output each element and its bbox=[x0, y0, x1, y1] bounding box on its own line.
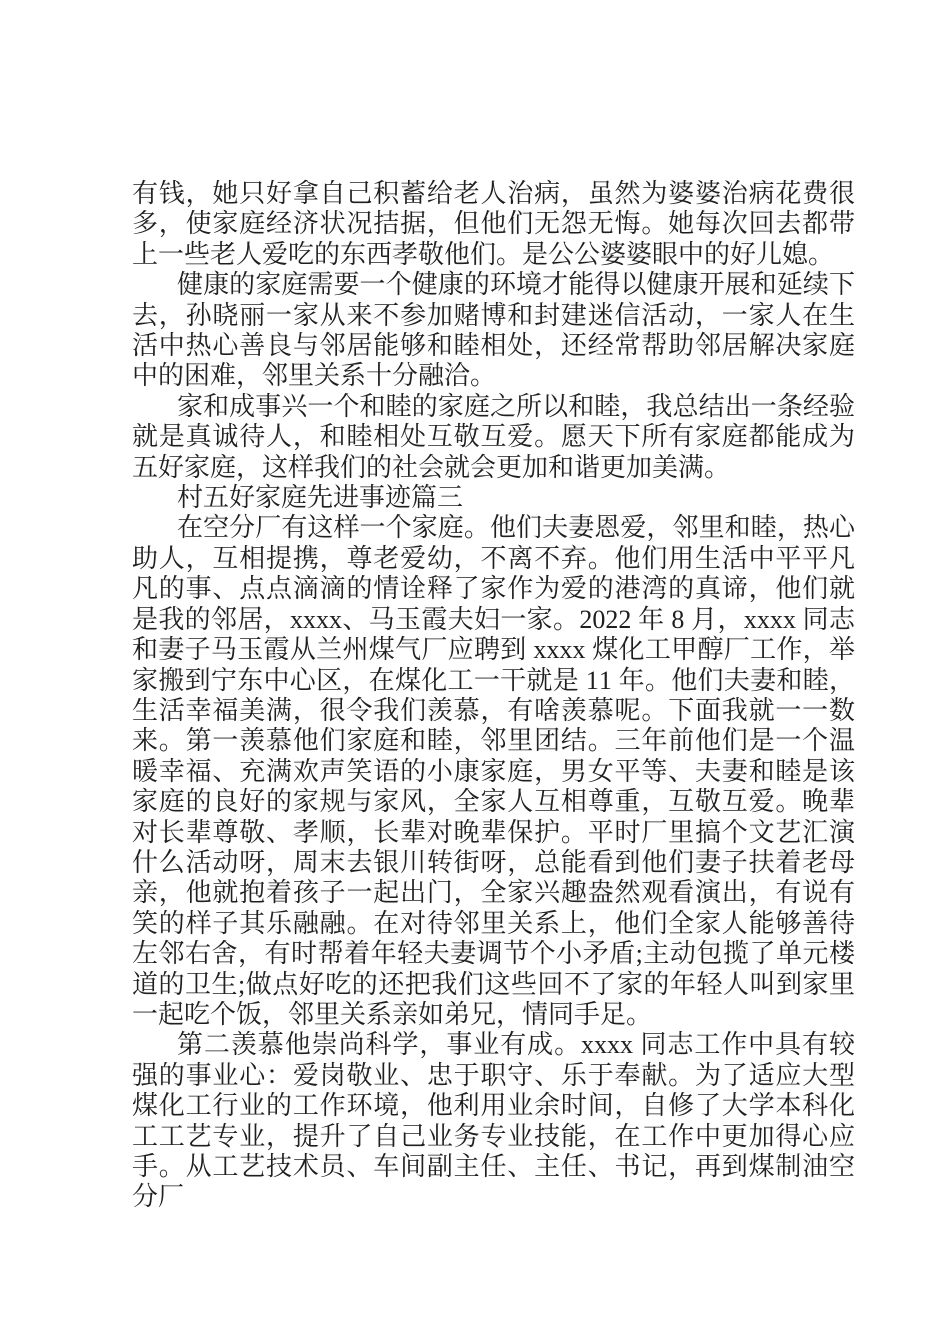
document-paragraph: 家和成事兴一个和睦的家庭之所以和睦，我总结出一条经验就是真诚待人，和睦相处互敬互爱。愿天下所有家庭都能成为五好家庭，这样我们的社会就会更加和谐更加美满。 bbox=[132, 391, 855, 482]
document-paragraph: 第二羡慕他崇尚科学，事业有成。xxxx 同志工作中具有较强的事业心：爱岗敬业、忠于职守、乐于奉献。为了适应大型煤化工行业的工作环境，他利用业余时间，自修了大学本科化工工艺专业，提升了自己业务专业技能，在工作中更加得心应手。从工艺技术员、车间副主任、主任、书记，再到煤制油空分厂 bbox=[132, 1030, 855, 1212]
document-paragraph: 在空分厂有这样一个家庭。他们夫妻恩爱，邻里和睦，热心助人，互相提携，尊老爱幼，不离不弃。他们用生活中平平凡凡的事、点点滴滴的情诠释了家作为爱的港湾的真谛，他们就是我的邻居，xxxx、马玉霞夫妇一家。2022 年 8 月，xxxx 同志和妻子马玉霞从兰州煤气厂应聘到 xxxx 煤化工甲醇厂工作，举家搬到宁东中心区，在煤化工一干就是 11 年。他们夫妻和睦，生活幸福美满，很令我们羡慕，有啥羡慕呢。下面我就一一数来。第一羡慕他们家庭和睦，邻里团结。三年前他们是一个温暖幸福、充满欢声笑语的小康家庭，男女平等、夫妻和睦是该家庭的良好的家规与家风，全家人互相尊重，互敬互爱。晚辈对长辈尊敬、孝顺，长辈对晚辈保护。平时厂里搞个文艺汇演什么活动呀，周末去银川转街呀，总能看到他们妻子扶着老母亲，他就抱着孩子一起出门，全家兴趣盎然观看演出，有说有笑的样子其乐融融。在对待邻里关系上，他们全家人能够善待左邻右舍，有时帮着年轻夫妻调节个小矛盾;主动包揽了单元楼道的卫生;做点好吃的还把我们这些回不了家的年轻人叫到家里一起吃个饭，邻里关系亲如弟兄，情同手足。 bbox=[132, 513, 855, 1029]
document-text-block bbox=[132, 179, 855, 1213]
document-paragraph: 村五好家庭先进事迹篇三 bbox=[177, 483, 464, 513]
document-paragraph: 健康的家庭需要一个健康的环境才能得以健康开展和延续下去，孙晓丽一家从来不参加赌博和封建迷信活动，一家人在生活中热心善良与邻居能够和睦相处，还经常帮助邻居解决家庭中的困难，邻里关系十分融洽。 bbox=[132, 270, 855, 391]
document-paragraph: 有钱，她只好拿自己积蓄给老人治病，虽然为婆婆治病花费很多，使家庭经济状况拮据，但他们无怨无悔。她每次回去都带上一些老人爱吃的东西孝敬他们。是公公婆婆眼中的好儿媳。 bbox=[132, 179, 855, 269]
